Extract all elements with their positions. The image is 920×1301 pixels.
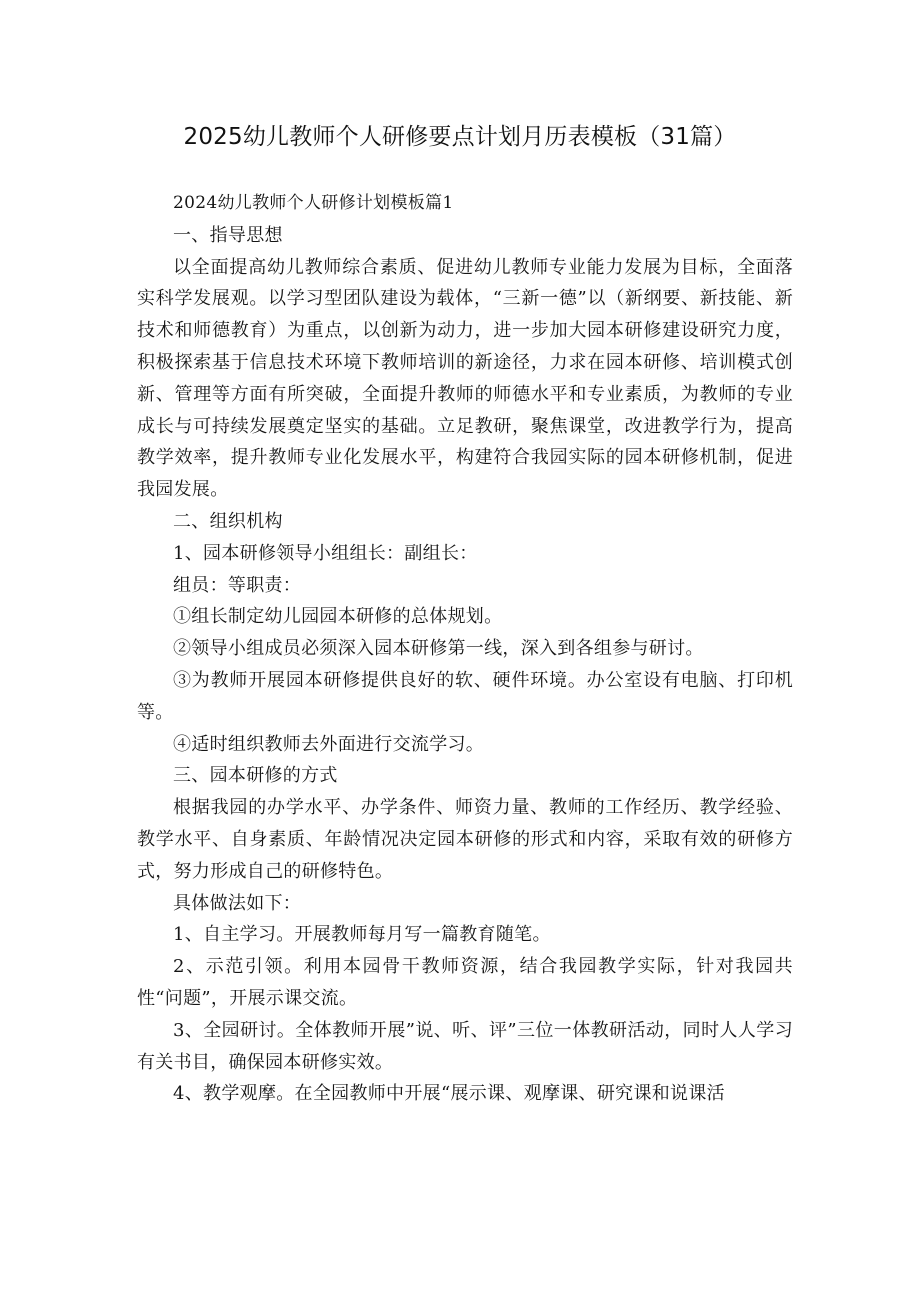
paragraph: 根据我园的办学水平、办学条件、师资力量、教师的工作经历、教学经验、教学水平、自身素质、年龄情况决定园本研修的形式和内容，采取有效的研修方式，努力形成自己的研修特色。 bbox=[137, 797, 793, 882]
document-title: 2025幼儿教师个人研修要点计划月历表模板（31篇） bbox=[183, 124, 737, 150]
paragraph: 1、园本研修领导小组组长：副组长： bbox=[173, 542, 478, 564]
document-body bbox=[137, 188, 793, 1110]
list-item: 2、示范引领。利用本园骨干教师资源，结合我园教学实际，针对我园共性“问题”，开展示课交流。 bbox=[137, 956, 793, 1009]
paragraph: 以全面提高幼儿教师综合素质、促进幼儿教师专业能力发展为目标，全面落实科学发展观。以学习型团队建设为载体，“三新一德”以（新纲要、新技能、新技术和师德教育）为重点，以创新为动力，进一步加大园本研修建设研究力度，积极探索基于信息技术环境下教师培训的新途径，力求在园本研修、培训模式创新、管理等方面有所突破，全面提升教师的师德水平和专业素质，为教师的专业成长与可持续发展奠定坚实的基础。立足教研，聚焦课堂，改进教学行为，提高教学效率，提升教师专业化发展水平，构建符合我园实际的园本研修机制，促进我园发展。 bbox=[137, 256, 793, 501]
section-heading: 2024幼儿教师个人研修计划模板篇1 bbox=[173, 193, 454, 213]
paragraph: 组员：等职责： bbox=[173, 574, 302, 596]
section-heading: 三、园本研修的方式 bbox=[173, 765, 338, 787]
list-item: ①组长制定幼儿园园本研修的总体规划。 bbox=[173, 606, 503, 628]
paragraph: 具体做法如下： bbox=[173, 892, 302, 914]
list-item: 3、全园研讨。全体教师开展”说、听、评”三位一体教研活动，同时人人学习有关书目，确保园本研修实效。 bbox=[137, 1019, 793, 1073]
list-item: 4、教学观摩。在全园教师中开展“展示课、观摩课、研究课和说课活 bbox=[173, 1083, 725, 1105]
list-item: 1、自主学习。开展教师每月写一篇教育随笔。 bbox=[173, 924, 551, 946]
section-heading: 二、组织机构 bbox=[173, 510, 283, 532]
list-item: ③为教师开展园本研修提供良好的软、硬件环境。办公室设有电脑、打印机等。 bbox=[137, 669, 793, 723]
list-item: ②领导小组成员必须深入园本研修第一线，深入到各组参与研讨。 bbox=[173, 638, 704, 660]
section-heading: 一、指导思想 bbox=[173, 224, 283, 246]
list-item: ④适时组织教师去外面进行交流学习。 bbox=[173, 733, 485, 755]
